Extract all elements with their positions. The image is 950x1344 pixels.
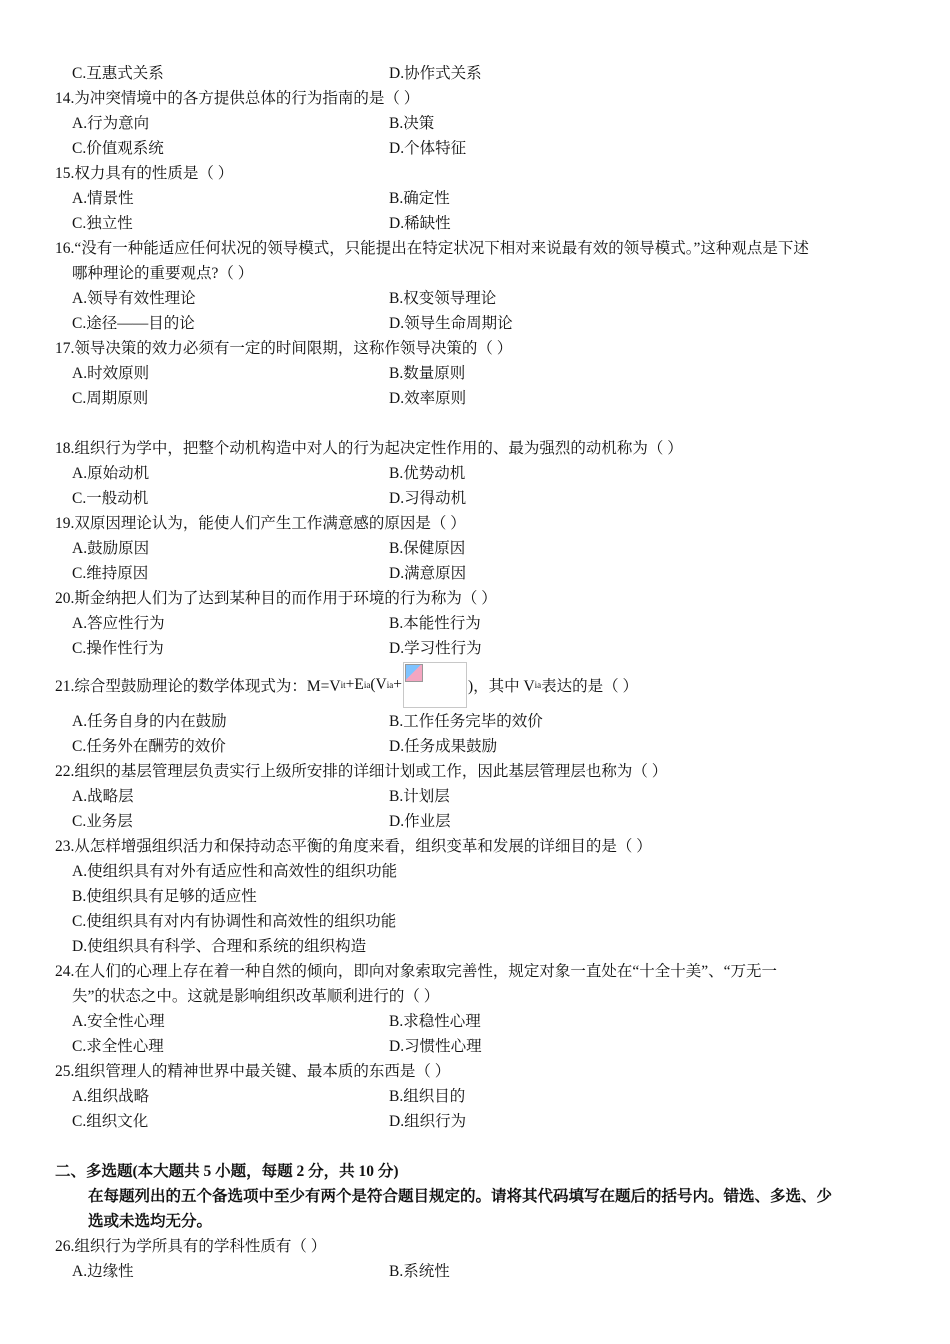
option-row	[0, 361, 950, 386]
option-text: C.业务层	[72, 813, 133, 830]
option-text: D.任务成果鼓励	[389, 738, 498, 755]
question-text: 14.为冲突情境中的各方提供总体的行为指南的是（ ）	[55, 90, 420, 107]
option-text: D.个体特征	[389, 140, 467, 157]
option-row	[0, 186, 950, 211]
option-text: D.组织行为	[389, 1113, 467, 1130]
option-text: A.边缘性	[72, 1263, 134, 1280]
option-text: A.时效原则	[72, 365, 150, 382]
question-text: 24.在人们的心理上存在着一种自然的倾向，即向对象索取完善性，规定对象一直处在“十全十美”、“万无一	[55, 963, 778, 980]
formula-subscript: ia	[363, 680, 371, 690]
formula-subscript: it	[340, 680, 346, 690]
option-text: B.计划层	[389, 788, 450, 805]
option-text: A.鼓励原因	[72, 540, 150, 557]
option-text: B.系统性	[389, 1263, 450, 1280]
option-text: A.答应性行为	[72, 615, 165, 632]
option-row	[0, 611, 950, 636]
option-text: B.工作任务完毕的效价	[389, 713, 543, 730]
option-row	[0, 1034, 950, 1059]
spacer	[0, 1134, 950, 1159]
option-text: D.领导生命周期论	[389, 315, 513, 332]
option-text: C.求全性心理	[72, 1038, 164, 1055]
option-text: B.优势动机	[389, 465, 466, 482]
option-row	[0, 386, 950, 411]
question-text: 26.组织行为学所具有的学科性质有（ ）	[55, 1238, 327, 1255]
option-text: A.领导有效性理论	[72, 290, 196, 307]
option-text: C.周期原则	[72, 390, 149, 407]
formula-subscript: ia	[534, 680, 542, 690]
option-row	[0, 636, 950, 661]
option-text: D.满意原因	[389, 565, 467, 582]
option-row	[0, 784, 950, 809]
section-instructions: 在每题列出的五个备选项中至少有两个是符合题目规定的。请将其代码填写在题后的括号内。错选、多选、少	[88, 1188, 833, 1205]
broken-image-icon	[405, 664, 423, 682]
question-text: 20.斯金纳把人们为了达到某种目的而作用于环境的行为称为（ ）	[55, 590, 497, 607]
option-row	[0, 536, 950, 561]
option-text: D.学习性行为	[389, 640, 482, 657]
option-row	[0, 136, 950, 161]
section-instructions: 选或未选均无分。	[88, 1213, 213, 1230]
section-heading: 二、多选题(本大题共 5 小题，每题 2 分，共 10 分)	[55, 1163, 399, 1180]
question-text: 16.“没有一种能适应任何状况的领导模式，只能提出在特定状况下相对来说最有效的领导模式。”这种观点是下述	[55, 240, 809, 257]
option-text: B.保健原因	[389, 540, 466, 557]
question-text: 17.领导决策的效力必须有一定的时间限期，这称作领导决策的（ ）	[55, 340, 513, 357]
option-text: B.确定性	[389, 190, 450, 207]
question-text-continued: 失”的状态之中。这就是影响组织改革顺利进行的（ ）	[72, 988, 440, 1005]
question-text: 15.权力具有的性质是（ ）	[55, 165, 234, 182]
option-row	[0, 461, 950, 486]
option-row	[0, 486, 950, 511]
option-text: A.使组织具有对外有适应性和高效性的组织功能	[72, 863, 398, 880]
option-text: D.稀缺性	[389, 215, 451, 232]
option-row	[0, 1084, 950, 1109]
option-row	[0, 211, 950, 236]
option-text: A.情景性	[72, 190, 134, 207]
option-text: B.组织目的	[389, 1088, 466, 1105]
option-row	[0, 286, 950, 311]
formula-subscript: ia	[386, 680, 394, 690]
option-text: A.安全性心理	[72, 1013, 165, 1030]
formula-text: 21.综合型鼓励理论的数学体现式为：M=V	[55, 678, 341, 695]
option-row	[0, 809, 950, 834]
option-text: C.价值观系统	[72, 140, 164, 157]
option-text: B.权变领导理论	[389, 290, 497, 307]
option-text: C.独立性	[72, 215, 133, 232]
option-text: D.效率原则	[389, 390, 467, 407]
option-row	[0, 1109, 950, 1134]
option-text: D.作业层	[389, 813, 451, 830]
option-text: D.协作式关系	[389, 65, 482, 82]
option-text: C.使组织具有对内有协调性和高效性的组织功能	[72, 913, 397, 930]
question-21	[0, 661, 950, 709]
question-text: 22.组织的基层管理层负责实行上级所安排的详细计划或工作，因此基层管理层也称为（ ）	[55, 763, 668, 780]
option-text: D.习得动机	[389, 490, 467, 507]
option-text: C.互惠式关系	[72, 65, 164, 82]
option-row	[0, 111, 950, 136]
option-text: C.一般动机	[72, 490, 149, 507]
option-text: B.求稳性心理	[389, 1013, 481, 1030]
option-text: A.原始动机	[72, 465, 150, 482]
option-text: C.途径——目的论	[72, 315, 195, 332]
option-text: B.数量原则	[389, 365, 466, 382]
question-text: 19.双原因理论认为，能使人们产生工作满意感的原因是（ ）	[55, 515, 466, 532]
exam-content	[0, 61, 950, 1284]
question-text: 23.从怎样增强组织活力和保持动态平衡的角度来看，组织变革和发展的详细目的是（ ）	[55, 838, 652, 855]
question-text-continued: 哪种理论的重要观点?（ ）	[72, 265, 254, 282]
formula-text: +	[393, 676, 402, 693]
option-text: C.操作性行为	[72, 640, 164, 657]
option-text: A.组织战略	[72, 1088, 150, 1105]
option-row	[0, 709, 950, 734]
option-text: C.维持原因	[72, 565, 149, 582]
option-row	[0, 311, 950, 336]
option-text: A.任务自身的内在鼓励	[72, 713, 227, 730]
option-text: A.行为意向	[72, 115, 150, 132]
question-text: 25.组织管理人的精神世界中最关键、最本质的东西是（ ）	[55, 1063, 451, 1080]
option-text: B.决策	[389, 115, 435, 132]
formula-text: (V	[370, 676, 387, 693]
formula-text: 表达的是（ ）	[541, 678, 639, 695]
option-text: B.本能性行为	[389, 615, 481, 632]
option-row	[0, 1009, 950, 1034]
question-text: 18.组织行为学中，把整个动机构造中对人的行为起决定性作用的、最为强烈的动机称为（ ）	[55, 440, 683, 457]
formula-text: )，其中 V	[467, 678, 535, 695]
spacer	[0, 411, 950, 436]
option-text: D.使组织具有科学、合理和系统的组织构造	[72, 938, 367, 955]
option-text: D.习惯性心理	[389, 1038, 482, 1055]
option-row	[0, 61, 950, 86]
formula-image-placeholder	[403, 662, 467, 708]
option-row	[0, 1259, 950, 1284]
option-row	[0, 561, 950, 586]
option-text: C.任务外在酬劳的效价	[72, 738, 226, 755]
option-text: B.使组织具有足够的适应性	[72, 888, 257, 905]
option-row	[0, 734, 950, 759]
option-text: A.战略层	[72, 788, 134, 805]
option-text: C.组织文化	[72, 1113, 149, 1130]
formula-text: +E	[345, 676, 364, 693]
